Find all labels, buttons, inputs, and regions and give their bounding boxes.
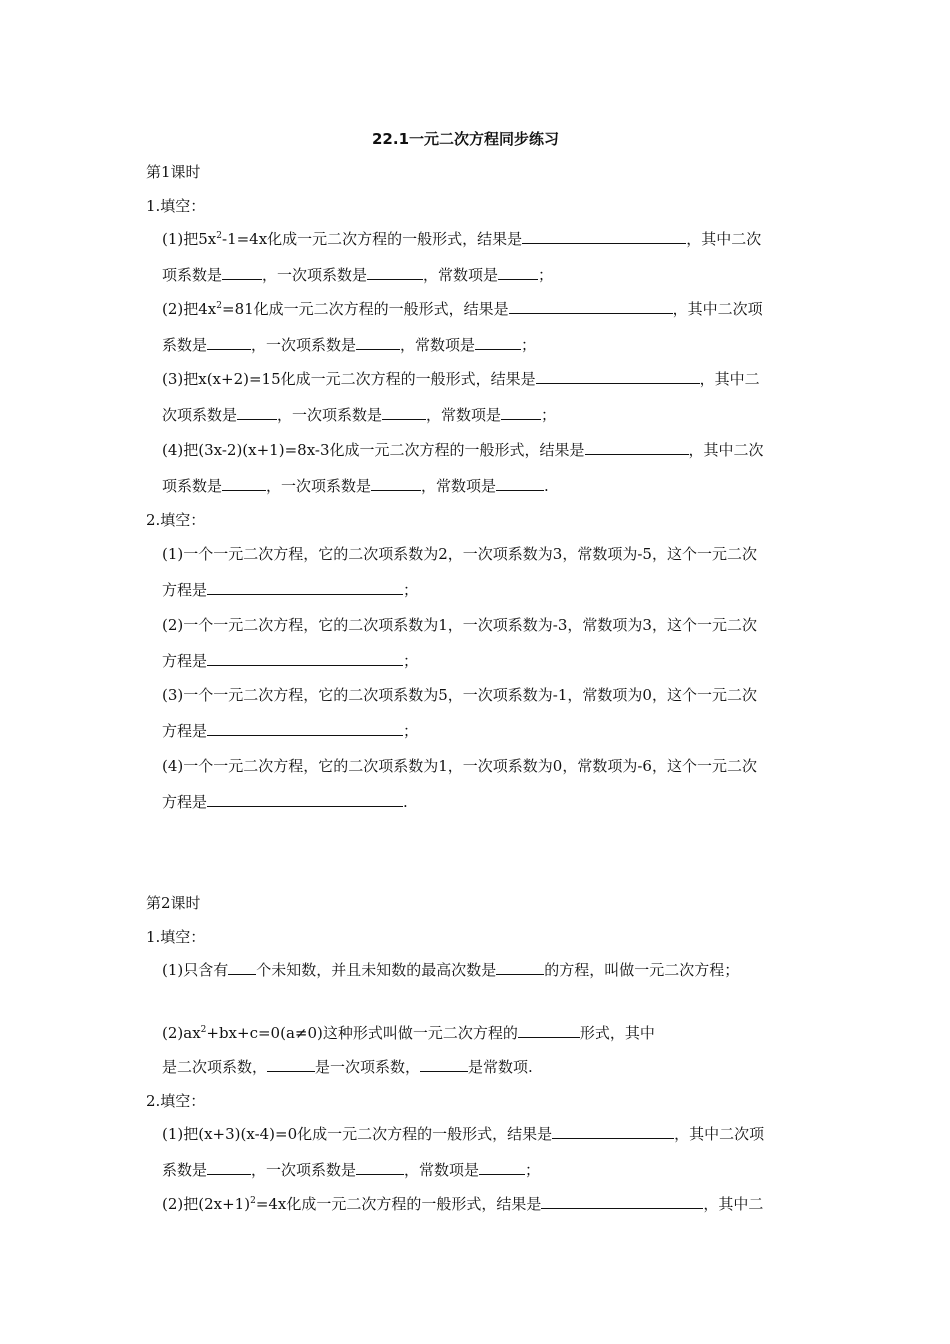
- l1q2-item2-line2: [162, 651, 418, 671]
- answer-blank[interactable]: [420, 1057, 468, 1072]
- answer-blank[interactable]: [207, 651, 403, 666]
- l2q1-item2-line2: [162, 1057, 533, 1077]
- answer-blank[interactable]: [222, 476, 266, 491]
- answer-blank[interactable]: [501, 405, 541, 420]
- superscript: 2: [216, 231, 222, 241]
- text: ，一次项系数是: [251, 1161, 357, 1179]
- answer-blank[interactable]: [536, 369, 700, 384]
- answer-blank[interactable]: [237, 405, 277, 420]
- l1q1-item2-line1: [162, 299, 763, 319]
- text: (1)把(x+3)(x-4)=0化成一元二次方程的一般形式，结果是: [162, 1125, 553, 1143]
- text: =4x化成一元二次方程的一般形式，结果是: [255, 1195, 542, 1213]
- l1q2-item3-line2: [162, 721, 418, 741]
- l1q1-item4-line1: [162, 440, 764, 460]
- lesson2-heading: 第2课时: [146, 894, 201, 912]
- lesson1-q2-label: 2.填空：: [146, 511, 206, 529]
- text: 是二次项系数，: [162, 1058, 268, 1076]
- text: ，其中二: [699, 370, 760, 388]
- text: 方程是: [162, 652, 208, 670]
- answer-blank[interactable]: [479, 1160, 525, 1175]
- l2q1-item2-line1: [162, 1023, 655, 1043]
- text: ，其中二次项: [674, 1125, 765, 1143]
- text: 项系数是: [162, 477, 223, 495]
- text: (2)ax: [162, 1024, 201, 1042]
- text: ，常数项是: [426, 406, 502, 424]
- text: ，常数项是: [400, 336, 476, 354]
- l1q1-item4-line2: [162, 476, 549, 496]
- l1q1-item1-line2: [162, 265, 553, 285]
- text: 方程是: [162, 581, 208, 599]
- answer-blank[interactable]: [496, 960, 544, 975]
- text: ，常数项是: [421, 477, 497, 495]
- answer-blank[interactable]: [382, 405, 426, 420]
- l1q1-item2-line2: [162, 335, 536, 355]
- l2q2-item1-line2: [162, 1160, 540, 1180]
- answer-blank[interactable]: [367, 265, 423, 280]
- text: .: [403, 793, 408, 811]
- answer-blank[interactable]: [371, 476, 421, 491]
- answer-blank[interactable]: [475, 335, 521, 350]
- lesson2-q2-label: 2.填空：: [146, 1092, 206, 1110]
- superscript: 2: [200, 1025, 207, 1035]
- text: ；: [541, 406, 557, 424]
- l1q2-item4-line2: [162, 792, 408, 812]
- text: -1=4x化成一元二次方程的一般形式，结果是: [222, 230, 523, 248]
- answer-blank[interactable]: [356, 1160, 404, 1175]
- text: 方程是: [162, 793, 208, 811]
- l2q1-item1: [162, 960, 739, 980]
- text: (2)把(2x+1): [162, 1195, 251, 1213]
- text: 方程是: [162, 722, 208, 740]
- superscript: 2: [250, 1196, 256, 1206]
- answer-blank[interactable]: [267, 1057, 315, 1072]
- l1q1-item3-line2: [162, 405, 556, 425]
- answer-blank[interactable]: [356, 335, 400, 350]
- text: (4)把(3x-2)(x+1)=8x-3化成一元二次方程的一般形式，结果是: [162, 441, 585, 459]
- text: ；: [525, 1161, 541, 1179]
- answer-blank[interactable]: [222, 265, 262, 280]
- l1q2-item1-line1: (1)一个一元二次方程，它的二次项系数为2，一次项系数为3，常数项为-5，这个一元二次: [162, 545, 757, 563]
- answer-blank[interactable]: [522, 229, 686, 244]
- l2q2-item1-line1: [162, 1124, 764, 1144]
- text: ，一次项系数是: [251, 336, 357, 354]
- lesson1-heading: 第1课时: [146, 163, 201, 181]
- answer-blank[interactable]: [496, 476, 544, 491]
- answer-blank[interactable]: [207, 335, 251, 350]
- text: ，其中二: [703, 1195, 764, 1213]
- text: 次项系数是: [162, 406, 238, 424]
- text: ；: [403, 722, 419, 740]
- superscript: 2: [216, 301, 222, 311]
- text: ；: [521, 336, 537, 354]
- l2q2-item2-line1: [162, 1194, 763, 1214]
- text: ，其中二次: [686, 230, 762, 248]
- l1q2-item3-line1: (3)一个一元二次方程，它的二次项系数为5，一次项系数为-1，常数项为0，这个一元二次: [162, 686, 757, 704]
- text: ；: [403, 581, 419, 599]
- text: (3)把x(x+2)=15化成一元二次方程的一般形式，结果是: [162, 370, 536, 388]
- lesson2-q1-label: 1.填空：: [146, 928, 206, 946]
- lesson1-q1-label: 1.填空：: [146, 197, 206, 215]
- text: =81化成一元二次方程的一般形式，结果是: [222, 300, 509, 318]
- text: (1)把5x: [162, 230, 217, 248]
- answer-blank[interactable]: [228, 960, 256, 975]
- text: 系数是: [162, 336, 208, 354]
- text: (2)把4x: [162, 300, 217, 318]
- answer-blank[interactable]: [552, 1124, 674, 1139]
- answer-blank[interactable]: [585, 440, 689, 455]
- text: 的方程，叫做一元二次方程；: [544, 961, 740, 979]
- answer-blank[interactable]: [207, 1160, 251, 1175]
- text: ，其中二次项: [672, 300, 763, 318]
- text: ，一次项系数是: [277, 406, 383, 424]
- text: .: [544, 477, 549, 495]
- text: 是一次项系数，: [315, 1058, 421, 1076]
- text: (1)只含有: [162, 961, 229, 979]
- text: ，一次项系数是: [262, 266, 368, 284]
- document-title: 22.1一元二次方程同步练习: [372, 130, 560, 148]
- answer-blank[interactable]: [518, 1023, 580, 1038]
- l1q2-item4-line1: (4)一个一元二次方程，它的二次项系数为1，一次项系数为0，常数项为-6，这个一元二次: [162, 757, 757, 775]
- text: ，常数项是: [423, 266, 499, 284]
- l1q1-item1-line1: [162, 229, 761, 249]
- l1q1-item3-line1: [162, 369, 760, 389]
- text: 系数是: [162, 1161, 208, 1179]
- text: 项系数是: [162, 266, 223, 284]
- text: ，常数项是: [404, 1161, 480, 1179]
- text: 形式，其中: [579, 1024, 655, 1042]
- text: ，其中二次: [688, 441, 764, 459]
- text: ，一次项系数是: [266, 477, 372, 495]
- answer-blank[interactable]: [207, 580, 403, 595]
- answer-blank[interactable]: [541, 1194, 703, 1209]
- answer-blank[interactable]: [498, 265, 538, 280]
- answer-blank[interactable]: [207, 792, 403, 807]
- text: 是常数项.: [468, 1058, 533, 1076]
- text: ；: [403, 652, 419, 670]
- l1q2-item2-line1: (2)一个一元二次方程，它的二次项系数为1，一次项系数为-3，常数项为3，这个一元二次: [162, 616, 757, 634]
- l1q2-item1-line2: [162, 580, 418, 600]
- text: 个未知数，并且未知数的最高次数是: [256, 961, 497, 979]
- answer-blank[interactable]: [509, 299, 673, 314]
- text: +bx+c=0(a≠0)这种形式叫做一元二次方程的: [206, 1024, 518, 1042]
- text: ；: [538, 266, 554, 284]
- answer-blank[interactable]: [207, 721, 403, 736]
